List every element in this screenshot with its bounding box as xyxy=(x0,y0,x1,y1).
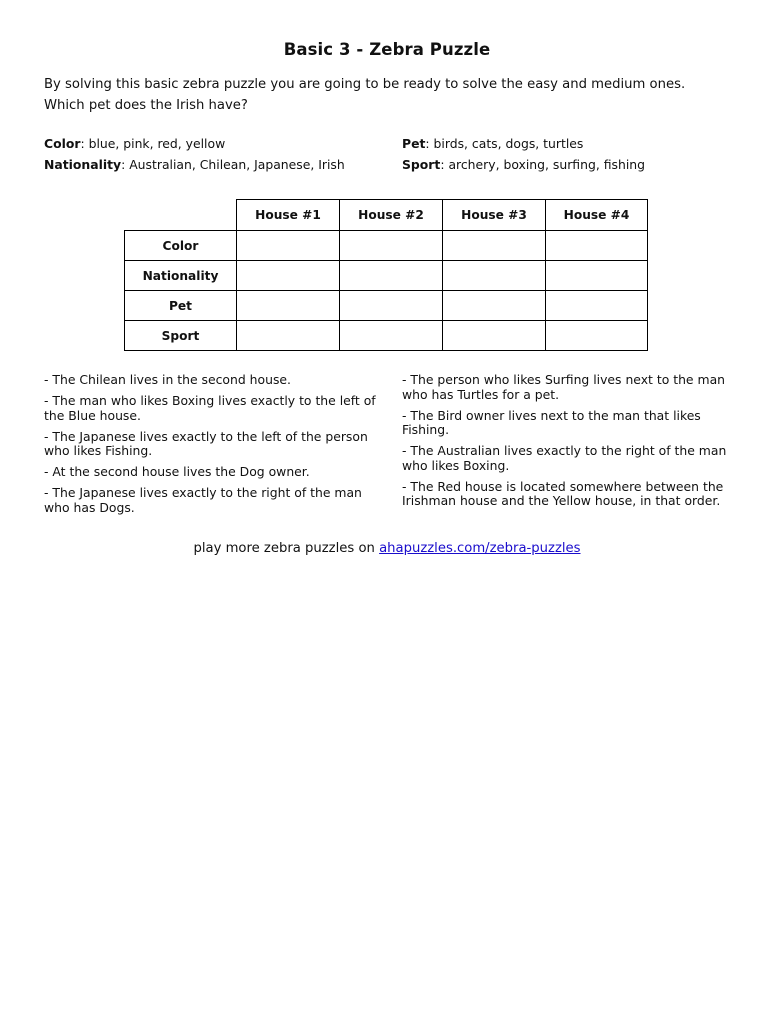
grid-cell[interactable] xyxy=(237,231,340,261)
grid-row-label: Color xyxy=(125,231,237,261)
category-label: Pet xyxy=(402,136,426,151)
grid-header-row xyxy=(125,200,648,231)
grid-row-nationality xyxy=(125,261,648,291)
footer-text: play more zebra puzzles on xyxy=(193,541,380,556)
grid-header-house-3: House #3 xyxy=(443,200,546,231)
grid-cell[interactable] xyxy=(443,291,546,321)
grid-cell[interactable] xyxy=(443,261,546,291)
intro-text xyxy=(44,75,744,116)
clue: - The person who likes Surfing lives next to the man who has Turtles for a pet. xyxy=(402,372,726,402)
category-values: : blue, pink, red, yellow xyxy=(80,136,226,151)
grid-row-label: Pet xyxy=(125,291,237,321)
grid-cell[interactable] xyxy=(443,231,546,261)
grid-row-color xyxy=(125,231,648,261)
clues-right-column xyxy=(402,373,732,515)
grid-cell[interactable] xyxy=(443,321,546,351)
intro-line-2: Which pet does the Irish have? xyxy=(44,97,248,113)
category-pet xyxy=(402,133,742,154)
category-label: Nationality xyxy=(44,157,122,172)
grid-cell[interactable] xyxy=(546,231,648,261)
category-values: : Australian, Chilean, Japanese, Irish xyxy=(121,157,345,172)
footer-link[interactable]: ahapuzzles.com/zebra-puzzles xyxy=(379,541,581,556)
grid-cell[interactable] xyxy=(340,231,443,261)
clue: - The Japanese lives exactly to the left of the person who likes Fishing. xyxy=(44,428,368,458)
category-values: : birds, cats, dogs, turtles xyxy=(425,136,584,151)
grid-cell[interactable] xyxy=(546,291,648,321)
footer xyxy=(0,541,768,556)
categories-right xyxy=(402,133,742,175)
clue: - The Bird owner lives next to the man that likes Fishing. xyxy=(402,407,701,437)
grid-cell[interactable] xyxy=(340,291,443,321)
grid-cell[interactable] xyxy=(546,321,648,351)
page-title: Basic 3 - Zebra Puzzle xyxy=(283,40,491,59)
grid-corner xyxy=(125,200,237,231)
clue: - At the second house lives the Dog owner. xyxy=(44,464,310,479)
clues-left-column xyxy=(44,373,380,522)
category-label: Sport xyxy=(402,157,441,172)
grid-cell[interactable] xyxy=(237,261,340,291)
grid-cell[interactable] xyxy=(546,261,648,291)
grid-row-sport xyxy=(125,321,648,351)
clue: - The Japanese lives exactly to the right of the man who has Dogs. xyxy=(44,485,362,515)
grid-header-house-2: House #2 xyxy=(340,200,443,231)
grid-cell[interactable] xyxy=(340,261,443,291)
category-label: Color xyxy=(44,136,81,151)
category-color xyxy=(44,133,384,154)
clue: - The Australian lives exactly to the right of the man who likes Boxing. xyxy=(402,443,727,473)
grid-header-house-4: House #4 xyxy=(546,200,648,231)
clue: - The Red house is located somewhere between the Irishman house and the Yellow house, in that order. xyxy=(402,478,724,508)
grid-header-house-1: House #1 xyxy=(237,200,340,231)
grid-row-label: Sport xyxy=(125,321,237,351)
grid-cell[interactable] xyxy=(237,321,340,351)
clue: - The man who likes Boxing lives exactly to the left of the Blue house. xyxy=(44,393,376,423)
clue: - The Chilean lives in the second house. xyxy=(44,372,291,387)
grid-cell[interactable] xyxy=(340,321,443,351)
grid-cell[interactable] xyxy=(237,291,340,321)
grid-row-label: Nationality xyxy=(125,261,237,291)
categories-left xyxy=(44,133,384,175)
puzzle-grid xyxy=(124,199,648,351)
category-sport xyxy=(402,154,742,175)
category-nationality xyxy=(44,154,384,175)
category-values: : archery, boxing, surfing, fishing xyxy=(440,157,645,172)
intro-line-1: By solving this basic zebra puzzle you are going to be ready to solve the easy and medium ones. xyxy=(44,77,686,92)
grid-row-pet xyxy=(125,291,648,321)
